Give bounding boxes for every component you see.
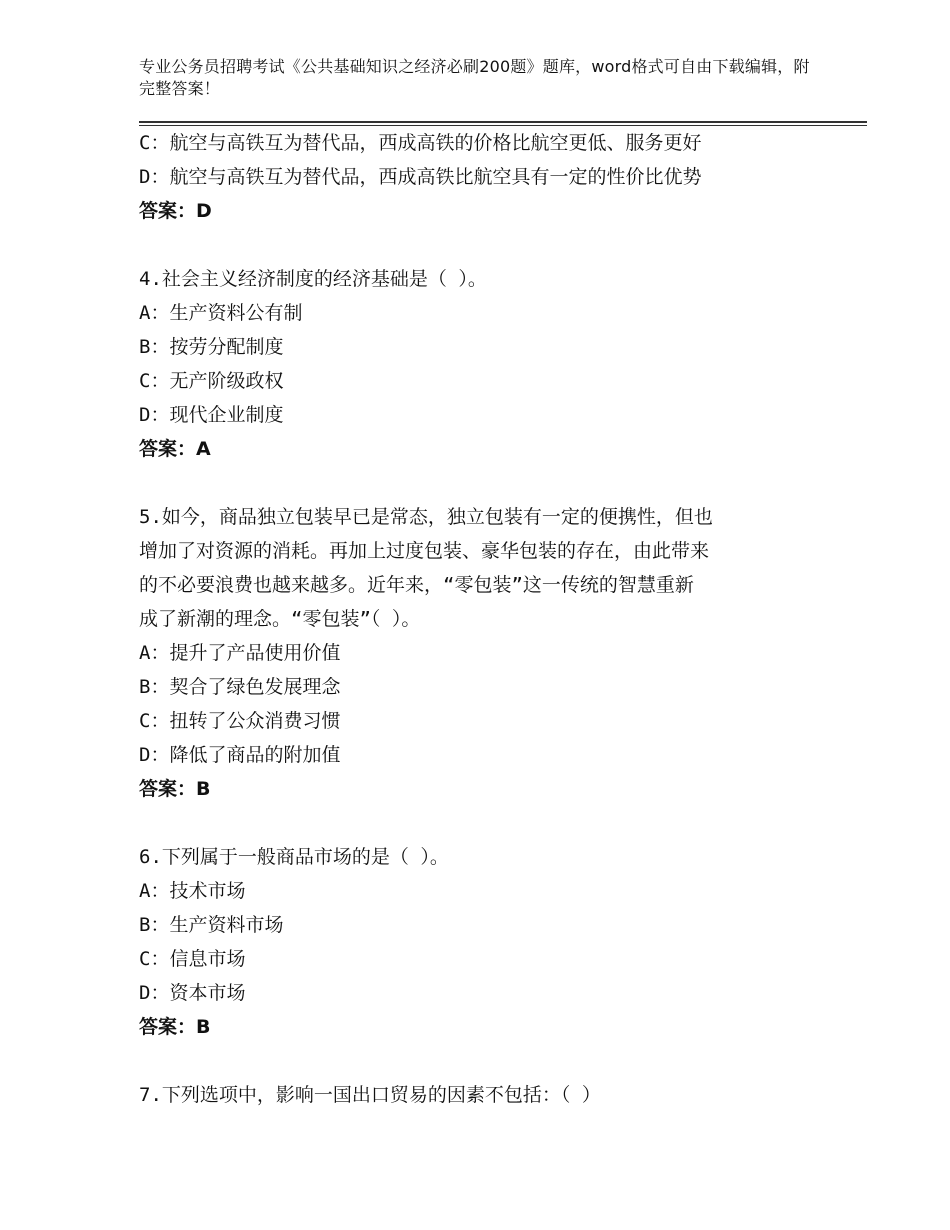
question-stem-line-3: 的不必要浪费也越来越多。近年来，“零包装”这一传统的智慧重新	[139, 574, 694, 596]
question-list	[139, 126, 819, 1112]
question-5	[139, 500, 819, 806]
option-d: D：现代企业制度	[139, 404, 284, 426]
option-c: C：扭转了公众消费习惯	[139, 710, 341, 732]
option-c: C：无产阶级政权	[139, 370, 284, 392]
question-4	[139, 262, 819, 466]
option-c: C：信息市场	[139, 948, 246, 970]
question-stem: 7.下列选项中，影响一国出口贸易的因素不包括：（ ）	[139, 1084, 601, 1106]
question-stem-line-2: 增加了对资源的消耗。再加上过度包装、豪华包装的存在，由此带来	[139, 540, 710, 562]
question-3-tail	[139, 126, 819, 228]
question-stem-line-4: 成了新潮的理念。“零包装”（ ）。	[139, 608, 421, 630]
answer-label: 答案：D	[139, 200, 212, 222]
question-7	[139, 1078, 819, 1112]
question-stem: 6.下列属于一般商品市场的是（ ）。	[139, 846, 449, 868]
answer-label: 答案：B	[139, 1016, 211, 1038]
option-d: D：航空与高铁互为替代品，西成高铁比航空具有一定的性价比优势	[139, 166, 702, 188]
option-d: D：降低了商品的附加值	[139, 744, 341, 766]
spacer	[139, 806, 819, 840]
spacer	[139, 466, 819, 500]
option-b: B：契合了绿色发展理念	[139, 676, 341, 698]
question-6	[139, 840, 819, 1044]
answer-label: 答案：B	[139, 778, 211, 800]
spacer	[139, 1044, 819, 1078]
option-a: A：生产资料公有制	[139, 302, 303, 324]
page-header: 专业公务员招聘考试《公共基础知识之经济必刷200题》题库，word格式可自由下载编辑，附完整答案！	[139, 57, 810, 98]
option-c: C：航空与高铁互为替代品，西成高铁的价格比航空更低、服务更好	[139, 132, 702, 154]
header-rule-thick	[139, 121, 867, 123]
option-b: B：按劳分配制度	[139, 336, 284, 358]
option-b: B：生产资料市场	[139, 914, 284, 936]
answer-label: 答案：A	[139, 438, 211, 460]
question-stem-line-1: 5.如今，商品独立包装早已是常态，独立包装有一定的便携性，但也	[139, 506, 713, 528]
spacer	[139, 228, 819, 262]
option-d: D：资本市场	[139, 982, 246, 1004]
option-a: A：提升了产品使用价值	[139, 642, 341, 664]
option-a: A：技术市场	[139, 880, 246, 902]
question-stem: 4.社会主义经济制度的经济基础是（ ）。	[139, 268, 487, 290]
